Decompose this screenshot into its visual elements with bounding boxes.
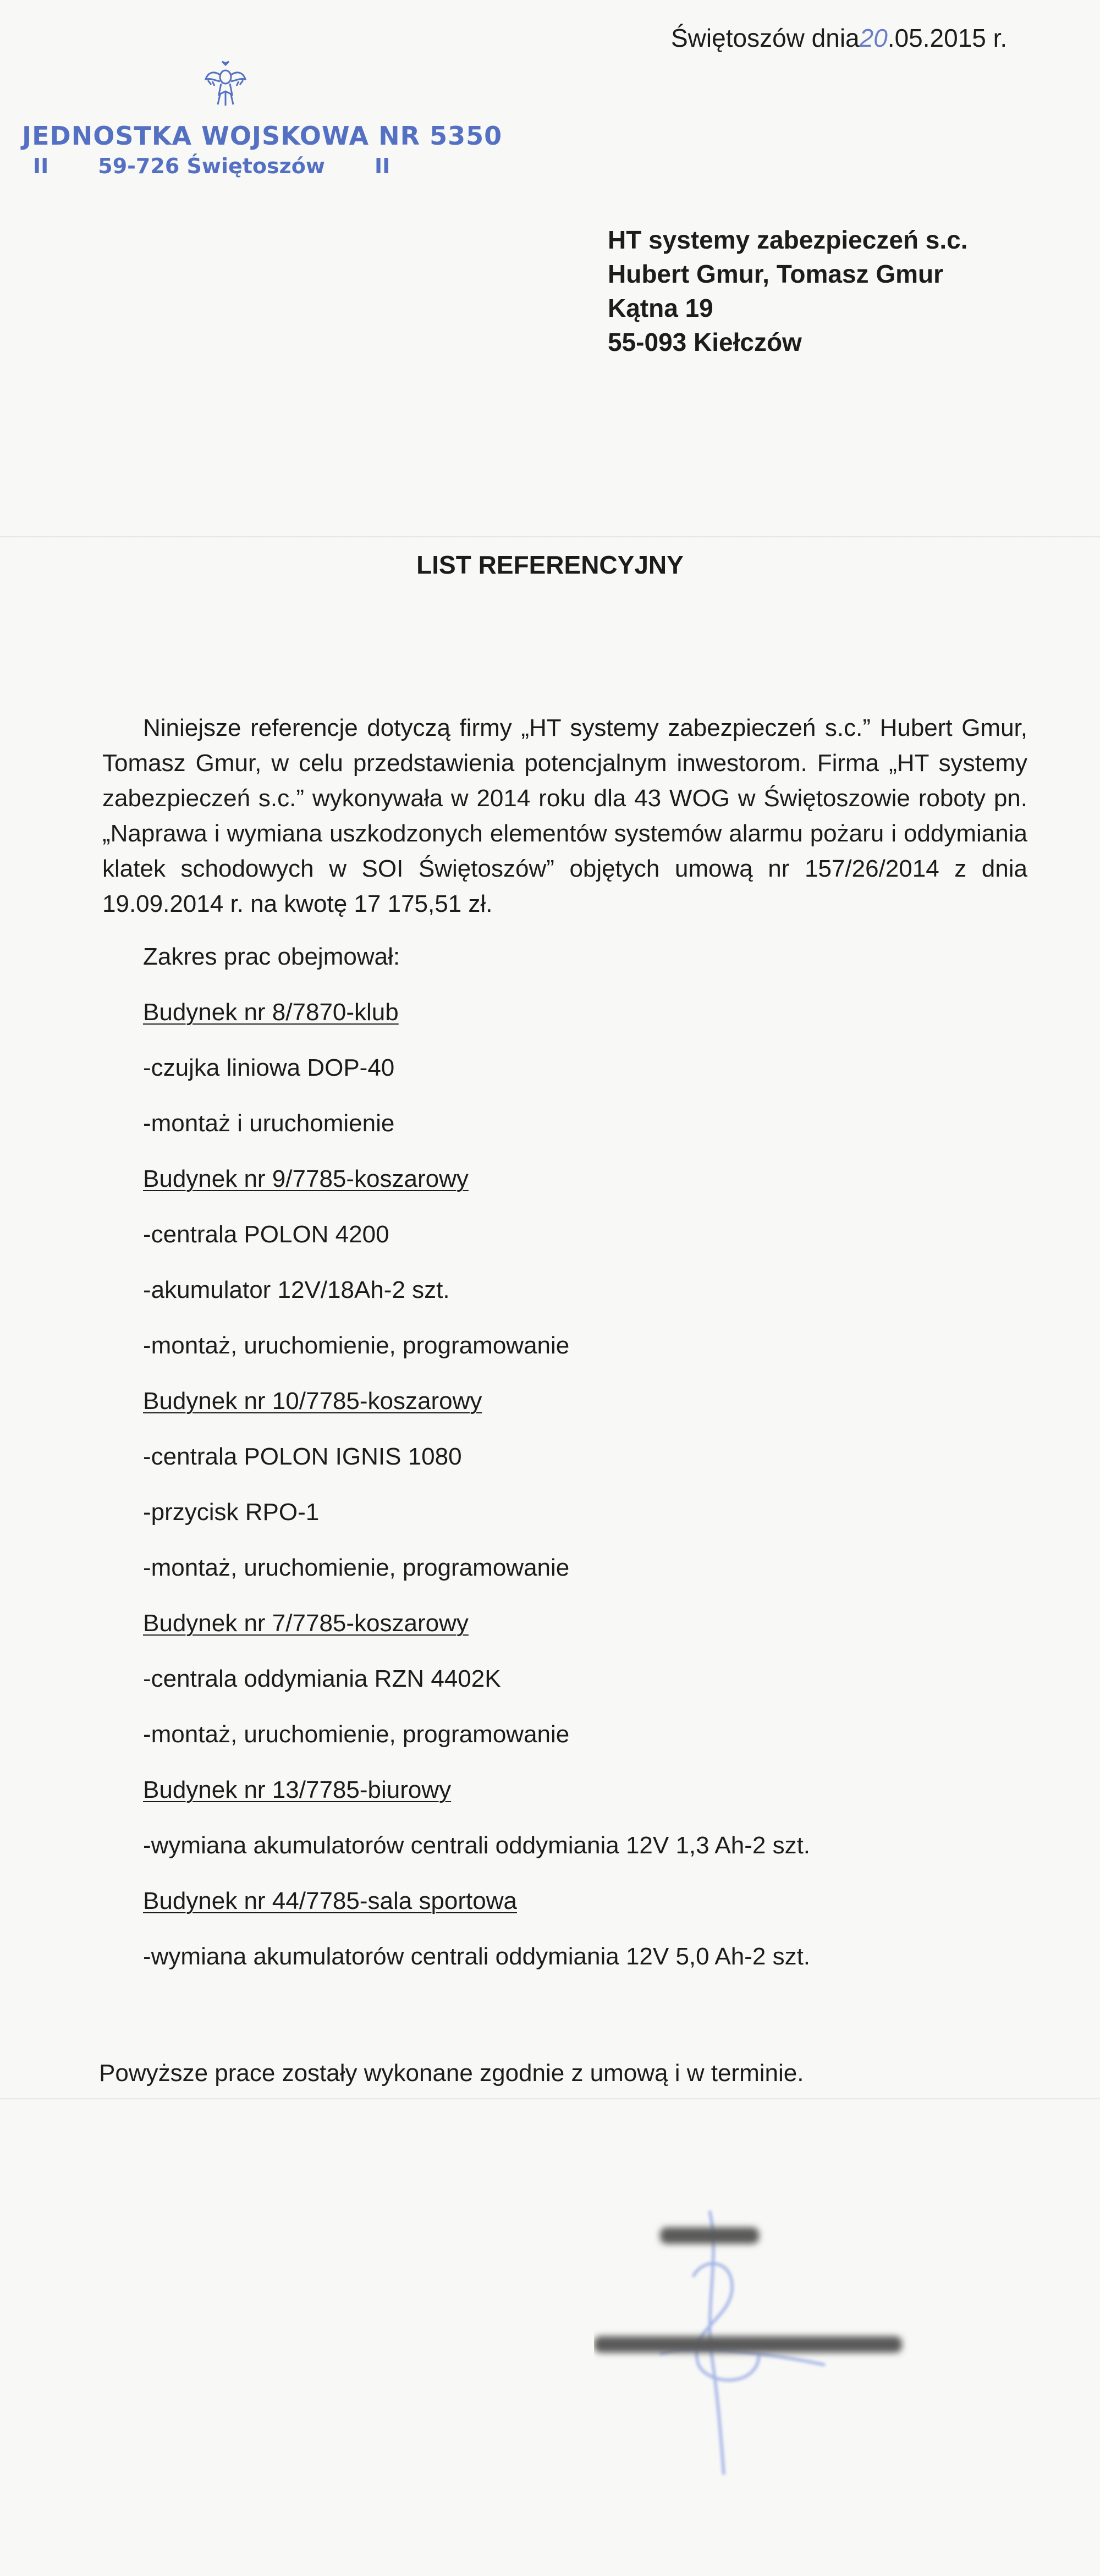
scope-item-text: -akumulator 12V/18Ah-2 szt. xyxy=(143,1276,450,1303)
paper-fold-line xyxy=(0,536,1100,538)
scope-item-text: -montaż i uruchomienie xyxy=(143,1110,395,1137)
scope-item xyxy=(143,1718,968,1774)
scope-item xyxy=(143,1940,968,1996)
stamp-address-line xyxy=(33,154,390,178)
scope-item xyxy=(143,1829,968,1885)
paper-fold-line xyxy=(0,2098,1100,2100)
scope-item xyxy=(143,1274,968,1329)
building-heading xyxy=(143,1385,968,1440)
scope-item xyxy=(143,1496,968,1551)
building-heading xyxy=(143,1885,968,1940)
scope-item-text: -centrala oddymiania RZN 4402K xyxy=(143,1665,501,1692)
building-heading xyxy=(143,996,968,1052)
stamp-mark-right: II xyxy=(374,154,391,178)
scope-item xyxy=(143,1551,968,1607)
scope-item-text: Budynek nr 9/7785-koszarowy xyxy=(143,1165,469,1192)
scope-item-text: Budynek nr 13/7785-biurowy xyxy=(143,1776,452,1803)
building-heading xyxy=(143,1163,968,1218)
scope-item xyxy=(143,1107,968,1163)
building-heading xyxy=(143,1607,968,1663)
scope-item-text: -czujka liniowa DOP-40 xyxy=(143,1054,395,1081)
scope-item-text: -montaż, uruchomienie, programowanie xyxy=(143,1332,570,1359)
scope-item-text: -wymiana akumulatorów centrali oddymiania 12V 5,0 Ah-2 szt. xyxy=(143,1943,811,1970)
scope-item-text: -wymiana akumulatorów centrali oddymiania 12V 1,3 Ah-2 szt. xyxy=(143,1832,811,1859)
recipient-company: HT systemy zabezpieczeń s.c. xyxy=(608,225,968,254)
date-day-handwritten: 20 xyxy=(859,24,888,52)
scope-item-text: -przycisk RPO-1 xyxy=(143,1499,320,1526)
recipient-street: Kątna 19 xyxy=(608,294,713,322)
date-rest: .05.2015 r. xyxy=(887,24,1008,52)
recipient-postal-city: 55-093 Kiełczów xyxy=(608,328,802,356)
signature-obscured-image xyxy=(594,2189,924,2497)
scope-item xyxy=(143,1663,968,1718)
scope-item-text: Budynek nr 7/7785-koszarowy xyxy=(143,1610,469,1637)
letter-date xyxy=(671,23,1007,53)
intro-paragraph: Niniejsze referencje dotyczą firmy „HT systemy zabezpieczeń s.c.” Hubert Gmur, Tomasz Gmur, w celu przedstawienia potencjalnym inwestorom. Firma „HT systemy zabezpieczeń s.c.” wykonywała w 2014 roku dla 43 WOG w Świętoszowie roboty pn. „Naprawa i wymiana uszkodzonych elementów systemów alarmu pożaru i oddymiania klatek schodowych w SOI Świętoszów” objętych umową nr 157/26/2014 z dnia 19.09.2014 r. na kwotę 17 175,51 zł. xyxy=(102,714,1027,917)
scope-item xyxy=(143,1440,968,1496)
scope-item xyxy=(143,1218,968,1274)
scope-item-text: -montaż, uruchomienie, programowanie xyxy=(143,1721,570,1748)
eagle-emblem-icon xyxy=(204,60,248,110)
building-heading xyxy=(143,1774,968,1829)
scope-item-text: -montaż, uruchomienie, programowanie xyxy=(143,1554,570,1581)
document-title: LIST REFERENCYJNY xyxy=(416,551,684,579)
scope-of-work-list xyxy=(143,940,968,1996)
date-prefix: Świętoszów dnia xyxy=(671,24,860,52)
scope-item xyxy=(143,1052,968,1107)
scope-item xyxy=(143,1329,968,1385)
scope-item-text: Budynek nr 8/7870-klub xyxy=(143,999,399,1026)
scope-item-text: -centrala POLON IGNIS 1080 xyxy=(143,1443,462,1470)
closing-sentence: Powyższe prace zostały wykonane zgodnie z umową i w terminie. xyxy=(99,2060,804,2087)
recipient-address xyxy=(608,223,968,359)
stamp-mark-left: II xyxy=(33,154,49,178)
recipient-owners: Hubert Gmur, Tomasz Gmur xyxy=(608,260,944,288)
scope-item-text: Zakres prac obejmował: xyxy=(143,943,400,970)
stamp-address: 59-726 Świętoszów xyxy=(98,154,325,178)
scope-item-text: Budynek nr 44/7785-sala sportowa xyxy=(143,1887,517,1914)
stamp-unit-name: JEDNOSTKA WOJSKOWA NR 5350 xyxy=(22,121,503,151)
scope-item-text: -centrala POLON 4200 xyxy=(143,1221,389,1248)
scope-heading xyxy=(143,940,968,996)
military-unit-stamp xyxy=(22,60,503,187)
scope-item-text: Budynek nr 10/7785-koszarowy xyxy=(143,1388,482,1414)
